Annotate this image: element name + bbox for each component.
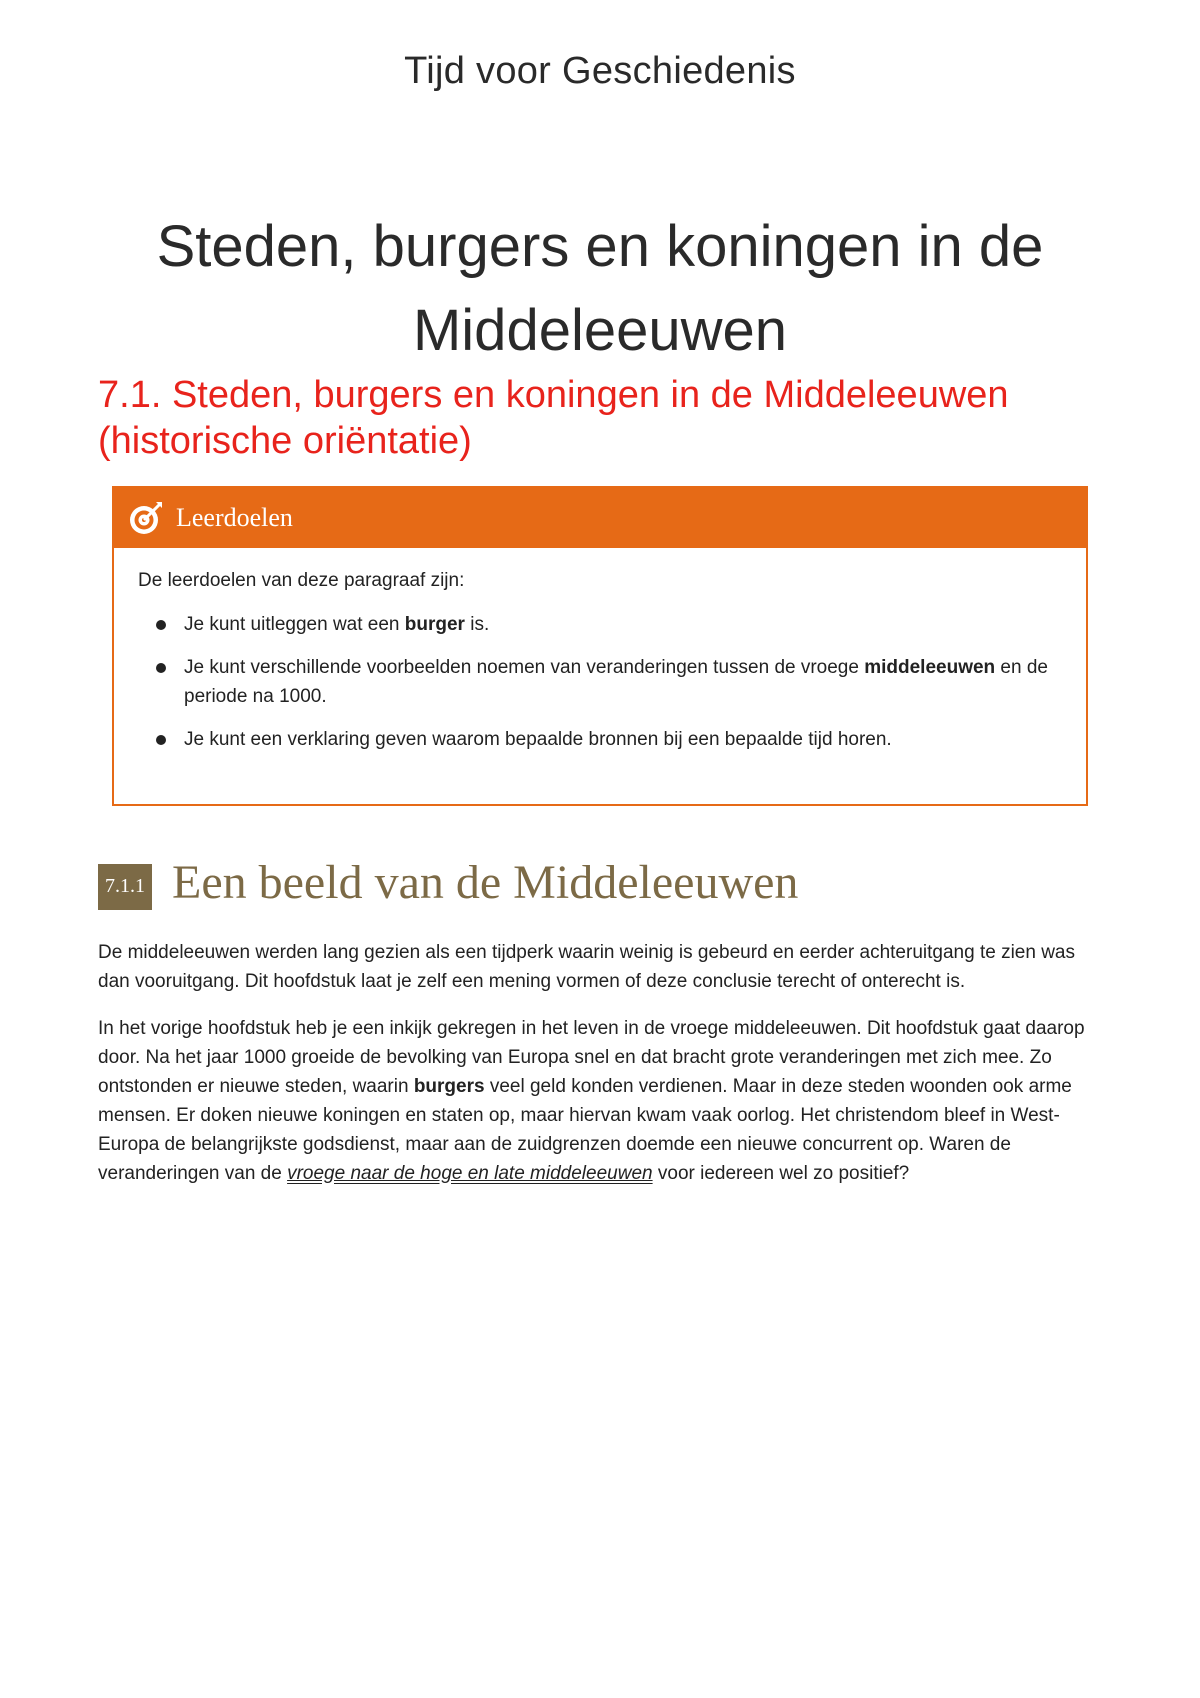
learning-goals-intro: De leerdoelen van deze paragraaf zijn: <box>138 570 465 591</box>
subsection-number-badge: 7.1.1 <box>98 864 152 910</box>
paragraph <box>98 1014 1110 1188</box>
goal-keyword: burger <box>404 614 465 635</box>
keyword-burgers: burgers <box>413 1076 485 1097</box>
chapter-title: Steden, burgers en koningen in de Middeleeuwen <box>156 214 1044 363</box>
glossary-link[interactable]: vroege naar de hoge en late middeleeuwen <box>287 1163 653 1184</box>
bullet-icon <box>156 735 166 745</box>
goal-text: Je kunt uitleggen wat een <box>184 614 405 635</box>
paragraph: De middeleeuwen werden lang gezien als een tijdperk waarin weinig is gebeurd en eerder achteruitgang te zien was dan vooruitgang. Dit hoofdstuk laat je zelf een mening vormen of deze conclusie terecht of onterecht is. <box>98 942 1075 992</box>
paragraph-text: veel geld konden verdienen. Maar in deze steden woonden ook arme mensen. Er doken nieuwe koningen en staten op, maar hiervan kwam vaak oorlog. Het christendom bleef in West-Europa de belangrijkste godsdienst, maar aan de zuidgrenzen doemde een nieuwe concurrent op. Waren de veranderingen van de <box>98 1076 1072 1184</box>
body-text <box>98 938 1110 1206</box>
bullet-icon <box>156 620 166 630</box>
list-item <box>138 653 1062 711</box>
book-title: Tijd voor Geschiedenis <box>404 50 796 92</box>
section-title: 7.1. Steden, burgers en koningen in de Middeleeuwen (historische oriëntatie) <box>98 374 1009 462</box>
goal-text: Je kunt een verklaring geven waarom bepaalde bronnen bij een bepaalde tijd horen. <box>184 729 892 750</box>
learning-goals-title: Leerdoelen <box>176 503 293 532</box>
subsection-heading <box>98 855 798 910</box>
bullet-icon <box>156 663 166 673</box>
goal-text: is. <box>464 614 490 635</box>
paragraph-text: voor iedereen wel zo positief? <box>652 1163 910 1184</box>
goal-keyword: middeleeuwen <box>864 657 996 678</box>
target-icon <box>128 500 164 536</box>
list-item <box>138 725 1062 754</box>
goal-text: en de periode na 1000. <box>184 657 1048 707</box>
learning-goals-list <box>138 610 1062 754</box>
learning-goals-box <box>112 486 1088 806</box>
learning-goals-header <box>114 488 1086 548</box>
goal-text: Je kunt verschillende voorbeelden noemen van veranderingen tussen de vroege <box>184 657 865 678</box>
list-item <box>138 610 1062 639</box>
learning-goals-body <box>114 548 1086 754</box>
paragraph-text: In het vorige hoofdstuk heb je een inkijk gekregen in het leven in de vroege middeleeuwen. Dit hoofdstuk gaat daarop door. Na het jaar 1000 groeide de bevolking van Europa snel en dat bracht grote veranderingen met zich mee. Zo ontstonden er nieuwe steden, waarin <box>98 1018 1085 1097</box>
subsection-title: Een beeld van de Middeleeuwen <box>172 856 799 909</box>
